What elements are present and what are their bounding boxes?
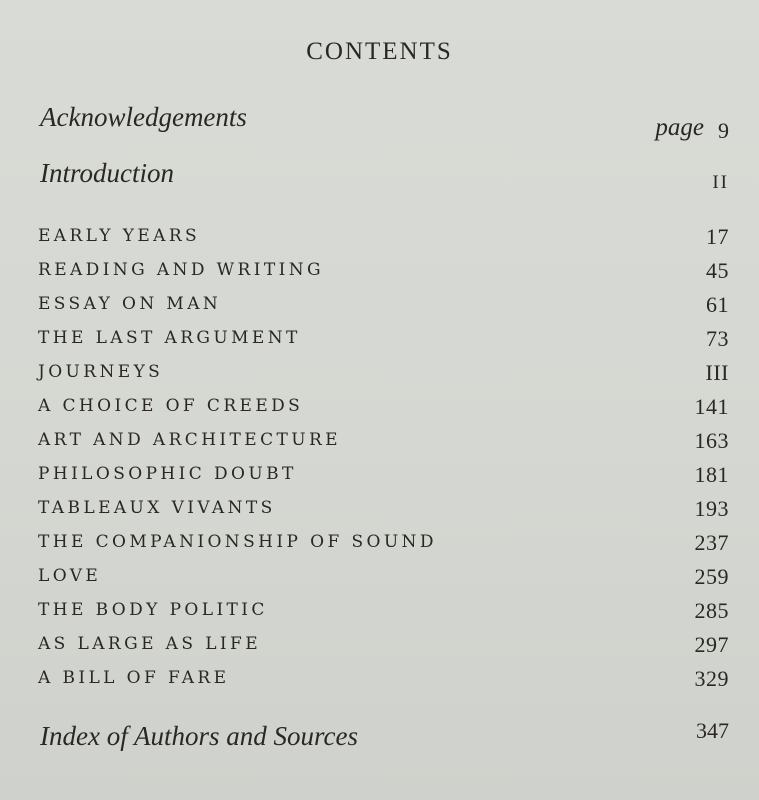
toc-entry-label: A CHOICE OF CREEDS	[38, 396, 304, 416]
toc-entry-page-number: 163	[694, 428, 729, 453]
toc-entry-page-number: 9	[718, 118, 729, 143]
toc-entry[interactable]	[38, 260, 729, 290]
toc-entry-label: Introduction	[40, 158, 174, 188]
toc-entry[interactable]	[38, 226, 729, 256]
toc-entry-page-number: 141	[694, 394, 729, 419]
toc-entry[interactable]	[38, 396, 729, 426]
toc-entry[interactable]	[38, 600, 729, 630]
toc-entry-label: Index of Authors and Sources	[40, 721, 358, 751]
toc-entry-page-number: 237	[694, 530, 729, 555]
toc-entry-label: A BILL OF FARE	[38, 668, 230, 688]
toc-entry[interactable]	[38, 464, 729, 494]
toc-entry[interactable]	[38, 328, 729, 358]
toc-entry-label: THE COMPANIONSHIP OF SOUND	[38, 532, 437, 552]
toc-entry-label: JOURNEYS	[38, 362, 164, 382]
toc-entry[interactable]	[38, 634, 729, 664]
toc-entry-page-number: 45	[706, 258, 729, 283]
toc-entry-label: ESSAY ON MAN	[38, 294, 222, 314]
toc-entry[interactable]	[38, 668, 729, 698]
page-title: CONTENTS	[306, 38, 453, 65]
toc-entry-page-number: 285	[694, 598, 729, 623]
toc-entry[interactable]	[38, 566, 729, 596]
toc-entry-index[interactable]	[40, 718, 729, 752]
page-word-label: page	[655, 114, 704, 141]
toc-entry-label: THE LAST ARGUMENT	[38, 328, 301, 348]
toc-entry-page-number: III	[705, 360, 729, 385]
toc-entry[interactable]	[38, 498, 729, 528]
toc-entry-page-number: 347	[696, 718, 729, 743]
toc-entry-page-number: 73	[706, 326, 729, 351]
toc-entry-label: AS LARGE AS LIFE	[38, 634, 262, 654]
toc-entry-acknowledgements[interactable]	[40, 102, 729, 133]
toc-entry[interactable]	[38, 362, 729, 392]
toc-entry-label: READING AND WRITING	[38, 260, 324, 280]
toc-entry[interactable]	[38, 430, 729, 460]
toc-entry[interactable]	[38, 532, 729, 562]
toc-entry-label: Acknowledgements	[40, 102, 247, 132]
toc-entry-page-number: 297	[694, 632, 729, 657]
toc-entry-page-number: 193	[694, 496, 729, 521]
toc-entry-page-number: 259	[694, 564, 729, 589]
toc-entry-page-number: 329	[694, 666, 729, 691]
toc-entry-label: EARLY YEARS	[38, 226, 201, 246]
toc-entry-label: TABLEAUX VIVANTS	[38, 498, 276, 518]
toc-entry-label: LOVE	[38, 566, 102, 586]
toc-entry-page-number: 181	[694, 462, 729, 487]
toc-entry-page-number: 17	[706, 224, 729, 249]
toc-entry[interactable]	[38, 294, 729, 324]
toc-entry-label: PHILOSOPHIC DOUBT	[38, 464, 297, 484]
toc-entry-page-number: 61	[706, 292, 729, 317]
toc-entry-introduction[interactable]	[40, 158, 729, 193]
toc-entry-page-number: II	[712, 172, 729, 193]
toc-entry-label: ART AND ARCHITECTURE	[38, 430, 341, 450]
toc-entry-label: THE BODY POLITIC	[38, 600, 268, 620]
